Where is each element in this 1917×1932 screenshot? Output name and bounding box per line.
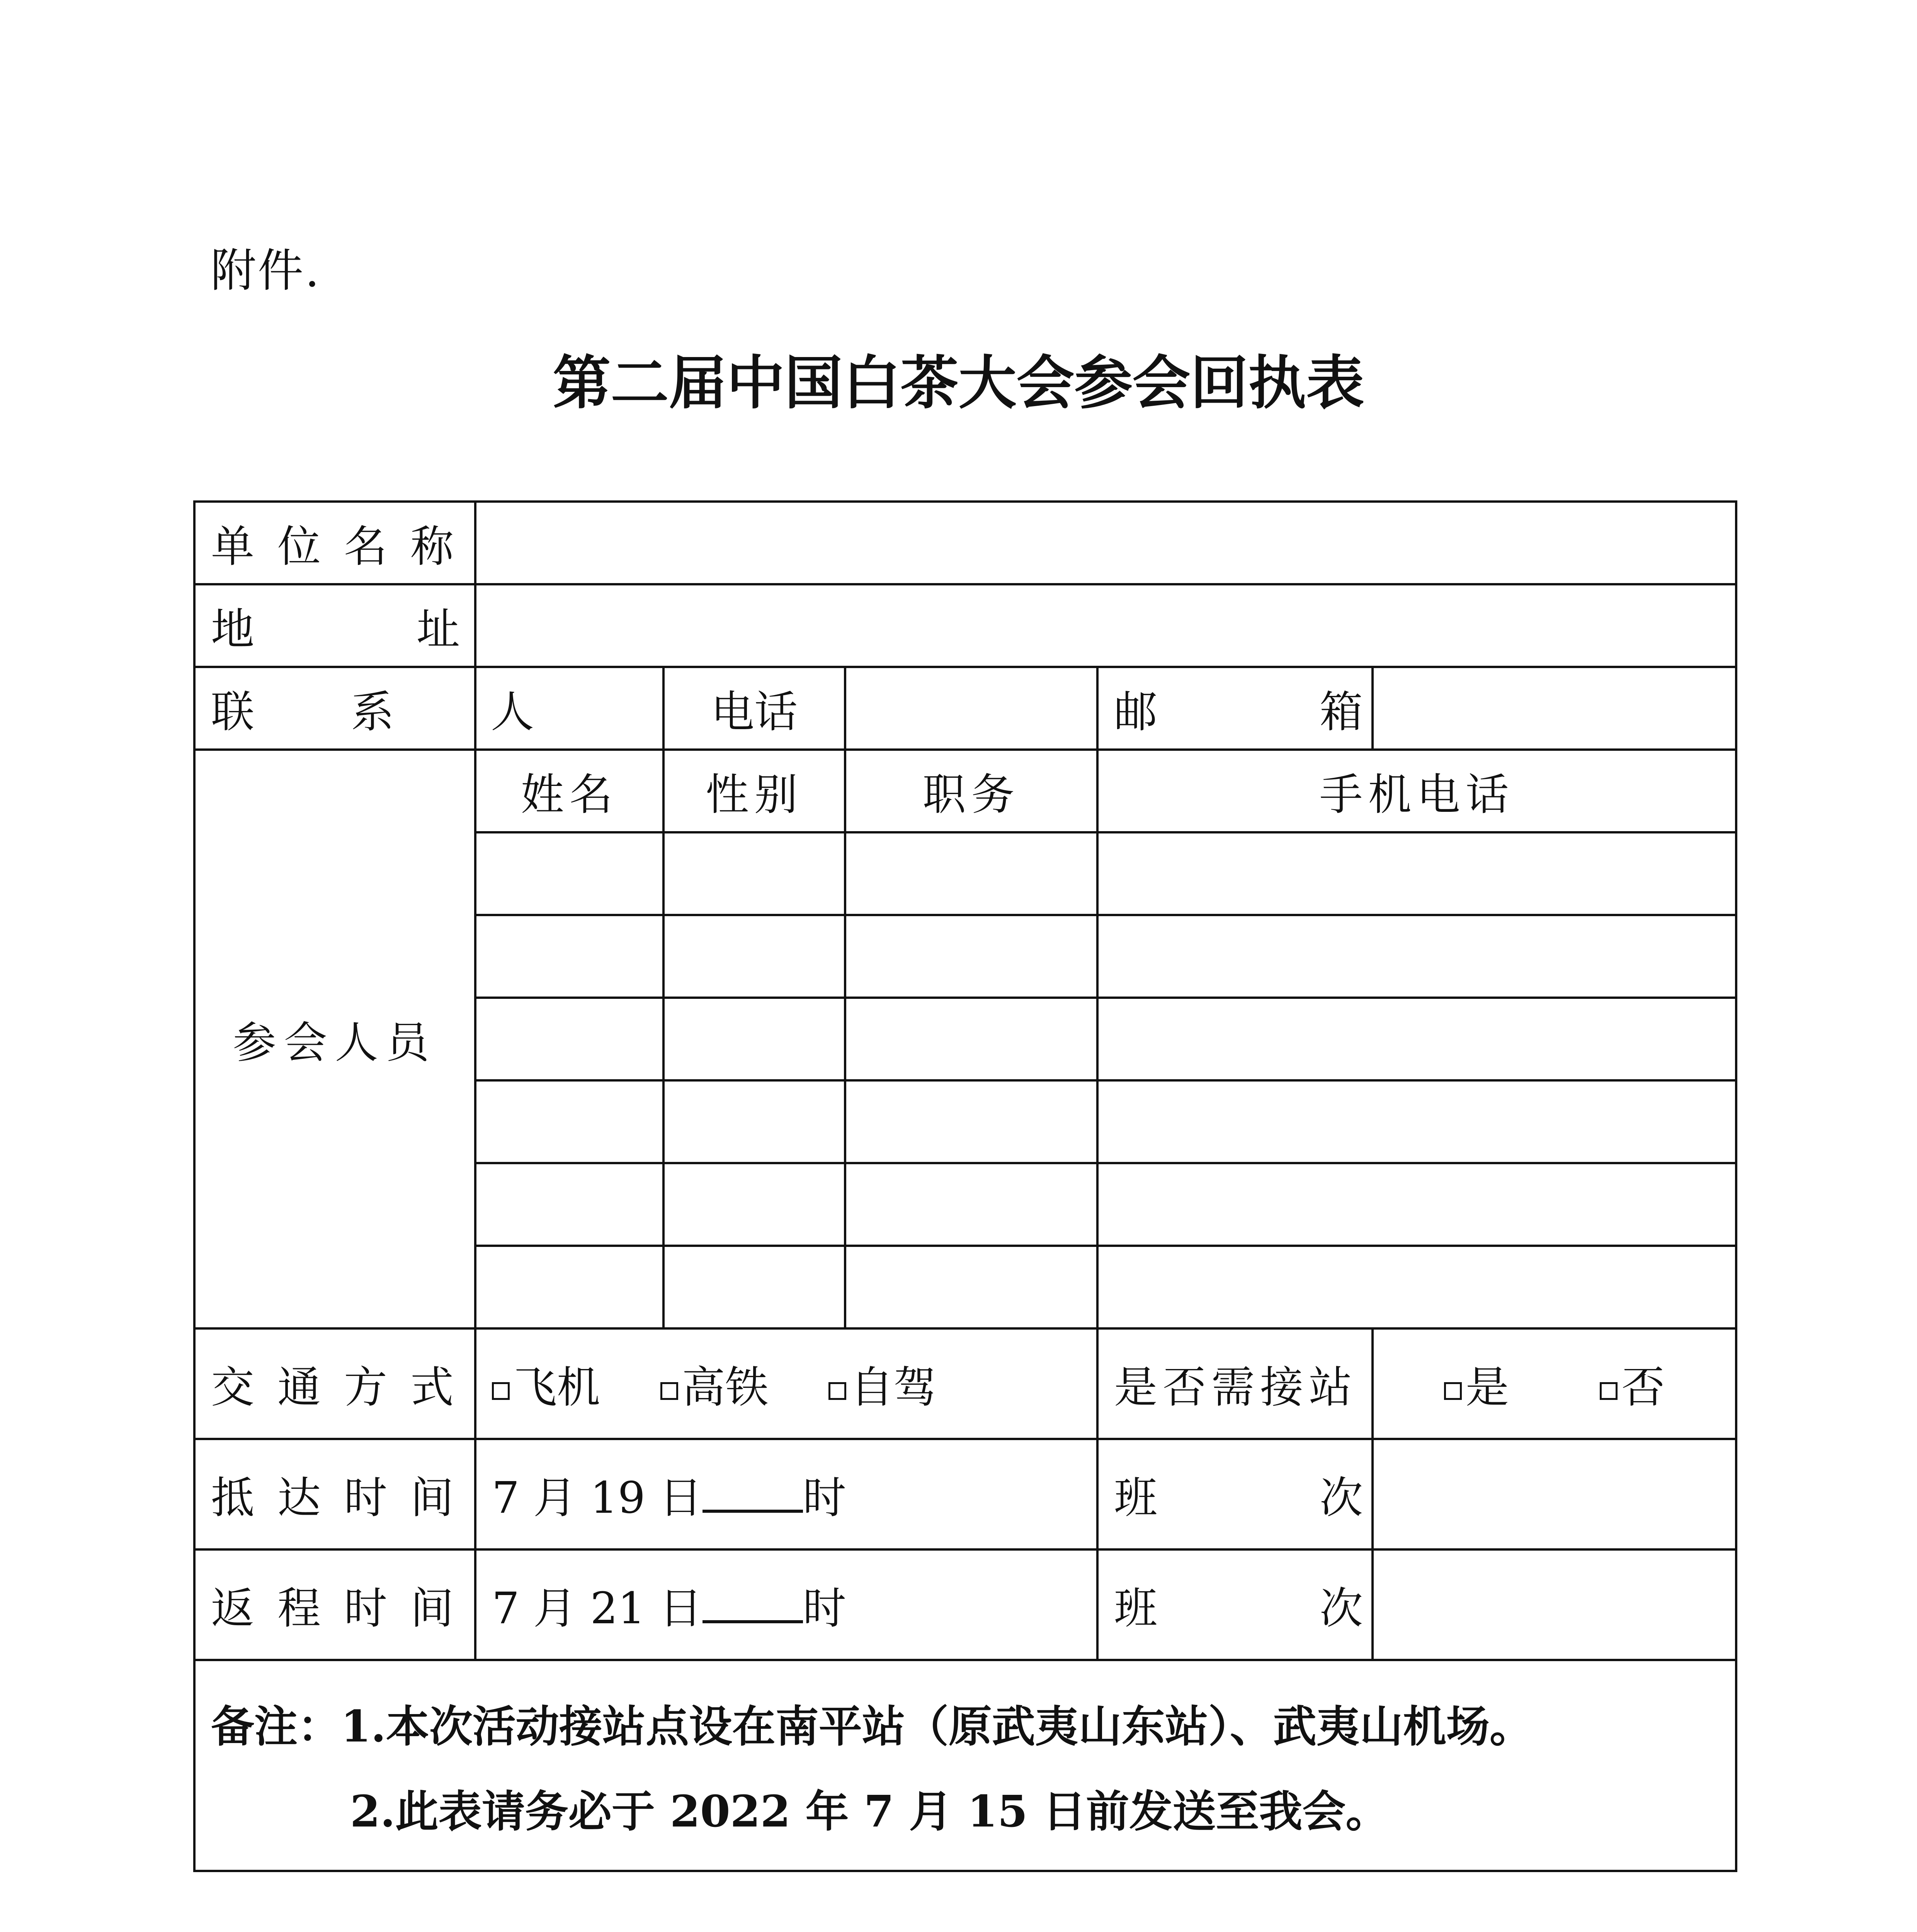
attendees-label: 参会人员 <box>194 750 475 1328</box>
attendee-position-cell[interactable] <box>845 1163 1097 1246</box>
page-title: 第二届中国白茶大会参会回执表 <box>553 350 1364 417</box>
attendee-gender-cell[interactable] <box>663 832 845 915</box>
arrival-date: 7 月 19 日 <box>492 1473 703 1523</box>
return-date: 7 月 21 日 <box>492 1583 703 1634</box>
transport-label: 交通方式 <box>194 1328 475 1439</box>
checkbox-icon <box>660 1382 678 1400</box>
unit-name-field[interactable] <box>475 502 1736 584</box>
attendee-name-cell[interactable] <box>475 1246 663 1328</box>
checkbox-icon <box>1600 1382 1618 1400</box>
column-header-name: 姓名 <box>475 750 663 832</box>
column-header-mobile: 手机电话 <box>1097 750 1736 832</box>
checkbox-icon <box>828 1382 846 1400</box>
attachment-label: 附件. <box>211 244 321 297</box>
pickup-option-yes[interactable]: 是 <box>1444 1362 1509 1413</box>
contact-label: 联系人 <box>194 667 475 750</box>
transport-option-train[interactable]: 高铁 <box>660 1362 769 1413</box>
attendee-name-cell[interactable] <box>475 1080 663 1163</box>
attendee-name-cell[interactable] <box>475 915 663 998</box>
hour-suffix: 时 <box>803 1473 846 1523</box>
note-line-1: 备注：1.本次活动接站点设在南平站（原武夷山东站）、武夷山机场。 <box>211 1701 1533 1752</box>
return-shift-label: 班次 <box>1097 1549 1373 1660</box>
attendee-position-cell[interactable] <box>845 1246 1097 1328</box>
pickup-option-no[interactable]: 否 <box>1600 1362 1665 1413</box>
attendee-position-cell[interactable] <box>845 998 1097 1080</box>
attendee-mobile-cell[interactable] <box>1097 1163 1736 1246</box>
attendee-position-cell[interactable] <box>845 1080 1097 1163</box>
attendee-gender-cell[interactable] <box>663 915 845 998</box>
checkbox-icon <box>1444 1382 1462 1400</box>
attendee-position-cell[interactable] <box>845 915 1097 998</box>
column-header-position: 职务 <box>845 750 1097 832</box>
note-line-2: 2.此表请务必于 2022 年 7 月 15 日前发送至我会。 <box>350 1786 1389 1837</box>
attendee-gender-cell[interactable] <box>663 1163 845 1246</box>
address-label: 地址 <box>194 584 475 667</box>
attendee-name-cell[interactable] <box>475 998 663 1080</box>
return-time-field <box>475 1549 1097 1660</box>
attendee-mobile-cell[interactable] <box>1097 1246 1736 1328</box>
unit-name-label: 单位名称 <box>194 502 475 584</box>
phone-field[interactable] <box>845 667 1097 750</box>
column-header-gender: 性别 <box>663 750 845 832</box>
attendee-mobile-cell[interactable] <box>1097 1080 1736 1163</box>
registration-form-table <box>193 500 1737 1872</box>
attendee-mobile-cell[interactable] <box>1097 915 1736 998</box>
attendee-gender-cell[interactable] <box>663 1080 845 1163</box>
arrival-time-label: 抵达时间 <box>194 1439 475 1549</box>
attendee-gender-cell[interactable] <box>663 1246 845 1328</box>
phone-label: 电话 <box>663 667 845 750</box>
transport-option-self-drive[interactable]: 自驾 <box>828 1362 937 1413</box>
arrival-shift-label: 班次 <box>1097 1439 1373 1549</box>
transport-options <box>475 1328 1097 1439</box>
pickup-options <box>1373 1328 1736 1439</box>
return-time-label: 返程时间 <box>194 1549 475 1660</box>
hour-suffix: 时 <box>803 1583 846 1634</box>
address-field[interactable] <box>475 584 1736 667</box>
return-hour-blank[interactable] <box>703 1585 803 1623</box>
notes-cell <box>194 1660 1736 1871</box>
attendee-name-cell[interactable] <box>475 832 663 915</box>
email-label: 邮箱 <box>1097 667 1373 750</box>
arrival-time-field <box>475 1439 1097 1549</box>
attendee-gender-cell[interactable] <box>663 998 845 1080</box>
attendee-mobile-cell[interactable] <box>1097 832 1736 915</box>
attendee-mobile-cell[interactable] <box>1097 998 1736 1080</box>
checkbox-icon <box>492 1382 510 1400</box>
attendee-name-cell[interactable] <box>475 1163 663 1246</box>
pickup-label: 是否需接站 <box>1097 1328 1373 1439</box>
arrival-hour-blank[interactable] <box>703 1475 803 1513</box>
attendee-position-cell[interactable] <box>845 832 1097 915</box>
transport-option-flight[interactable]: 飞机 <box>492 1362 600 1413</box>
